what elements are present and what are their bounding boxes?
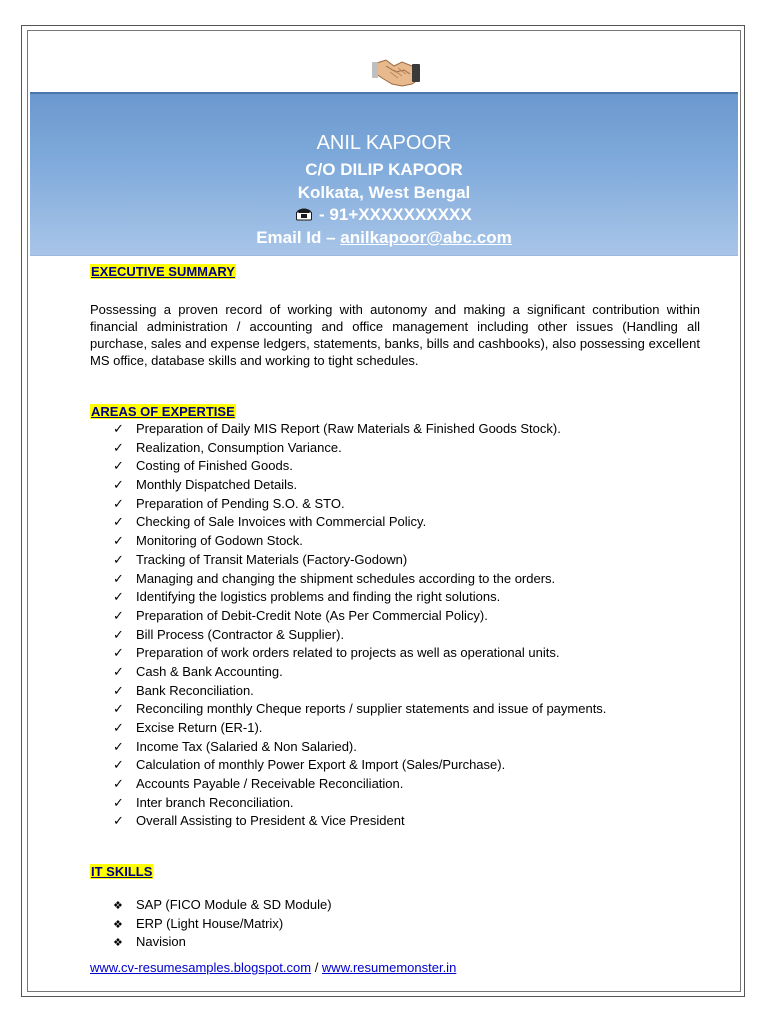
phone-line — [30, 205, 738, 225]
skill-item-text: ERP (Light House/Matrix) — [136, 915, 284, 931]
expertise-item — [113, 700, 606, 719]
expertise-item — [113, 812, 606, 831]
expertise-item — [113, 756, 606, 775]
expertise-item-text: Income Tax (Salaried & Non Salaried). — [136, 738, 357, 754]
areas-of-expertise-heading: AREAS OF EXPERTISE — [91, 404, 235, 419]
bullet-icon: ✓ — [113, 813, 124, 829]
expertise-item-text: Bank Reconciliation. — [136, 682, 254, 698]
footer-link-resumemonster[interactable]: www.resumemonster.in — [321, 960, 457, 975]
bullet-icon: ✓ — [113, 514, 124, 530]
bullet-icon: ✓ — [113, 682, 124, 698]
executive-summary-heading: EXECUTIVE SUMMARY — [91, 264, 235, 279]
expertise-item-text: Reconciling monthly Cheque reports / supplier statements and issue of payments. — [136, 701, 607, 717]
phone-number: - 91+XXXXXXXXXX — [314, 205, 472, 224]
bullet-icon: ✓ — [113, 495, 124, 511]
expertise-item — [113, 719, 606, 738]
bullet-icon: ✓ — [113, 439, 124, 455]
bullet-icon: ✓ — [113, 458, 124, 474]
expertise-item — [113, 626, 606, 645]
bullet-icon: ✓ — [113, 738, 124, 754]
expertise-item-text: Preparation of work orders related to projects as well as operational units. — [136, 645, 560, 661]
expertise-item — [113, 794, 606, 813]
expertise-item-text: Tracking of Transit Materials (Factory-Godown) — [136, 551, 408, 567]
expertise-item — [113, 570, 606, 589]
location-line: Kolkata, West Bengal — [297, 183, 471, 202]
bullet-icon: ❖ — [113, 900, 123, 912]
bullet-icon: ✓ — [113, 645, 124, 661]
expertise-item-text: Realization, Consumption Variance. — [136, 439, 342, 455]
expertise-item-text: Identifying the logistics problems and finding the right solutions. — [136, 589, 501, 605]
it-skills-heading: IT SKILLS — [91, 864, 153, 879]
expertise-item — [113, 682, 606, 701]
bullet-icon: ✓ — [113, 607, 124, 623]
expertise-item-text: Accounts Payable / Receivable Reconciliation. — [136, 776, 404, 792]
expertise-item-text: Preparation of Pending S.O. & STO. — [136, 495, 345, 511]
bullet-icon: ✓ — [113, 626, 124, 642]
expertise-item — [113, 439, 606, 458]
expertise-item — [113, 663, 606, 682]
it-skills-list — [113, 896, 332, 952]
candidate-name: ANIL KAPOOR — [316, 132, 452, 154]
expertise-item-text: Checking of Sale Invoices with Commercial Policy. — [136, 514, 427, 530]
expertise-list — [113, 420, 606, 831]
expertise-item — [113, 588, 606, 607]
bullet-icon: ✓ — [113, 701, 124, 717]
footer-link-separator: / — [311, 960, 322, 975]
expertise-item-text: Overall Assisting to President & Vice President — [136, 813, 405, 829]
bullet-icon: ✓ — [113, 794, 124, 810]
expertise-item-text: Monitoring of Godown Stock. — [136, 533, 303, 549]
bullet-icon: ✓ — [113, 533, 124, 549]
footer-links — [90, 960, 456, 975]
expertise-item — [113, 775, 606, 794]
bullet-icon: ✓ — [113, 757, 124, 773]
expertise-item-text: Managing and changing the shipment schedules according to the orders. — [136, 570, 556, 586]
expertise-item-text: Calculation of monthly Power Export & Import (Sales/Purchase). — [136, 757, 506, 773]
expertise-item — [113, 738, 606, 757]
expertise-item-text: Cash & Bank Accounting. — [136, 663, 283, 679]
bullet-icon: ❖ — [113, 918, 123, 931]
skill-item — [113, 896, 332, 915]
expertise-item — [113, 420, 606, 439]
expertise-item-text: Excise Return (ER-1). — [136, 720, 263, 735]
skill-item — [113, 933, 332, 952]
email-line — [30, 228, 738, 248]
bullet-icon: ✓ — [113, 421, 124, 436]
contact-header-band — [30, 92, 738, 256]
skill-item-text: SAP (FICO Module & SD Module) — [136, 897, 332, 912]
care-of-line: C/O DILIP KAPOOR — [305, 160, 463, 179]
executive-summary-text: Possessing a proven record of working with autonomy and making a significant contribution within financial administration / accounting and office management including other issues (Handling all purchase, sales and expense ledgers, statements, banks, bills and cashbooks), also possessing excellent MS office, database skills and working to tight schedules. — [90, 302, 700, 368]
bullet-icon: ✓ — [113, 720, 124, 735]
expertise-item — [113, 532, 606, 551]
expertise-item — [113, 551, 606, 570]
bullet-icon: ❖ — [113, 937, 123, 949]
expertise-item-text: Costing of Finished Goods. — [136, 458, 293, 474]
bullet-icon: ✓ — [113, 589, 124, 605]
expertise-item — [113, 495, 606, 514]
phone-icon — [296, 207, 312, 221]
footer-link-cv-resumesamples[interactable]: www.cv-resumesamples.blogspot.com — [90, 960, 312, 975]
expertise-item-text: Inter branch Reconciliation. — [136, 794, 294, 810]
expertise-item — [113, 607, 606, 626]
expertise-item — [113, 644, 606, 663]
expertise-item-text: Monthly Dispatched Details. — [136, 477, 298, 493]
expertise-item-text: Bill Process (Contractor & Supplier). — [136, 626, 345, 642]
email-label: Email Id – — [256, 228, 341, 247]
bullet-icon: ✓ — [113, 663, 124, 679]
expertise-item-text: Preparation of Debit-Credit Note (As Per Commercial Policy). — [136, 607, 488, 623]
skill-item-text: Navision — [136, 934, 186, 949]
email-link[interactable]: anilkapoor@abc.com — [340, 228, 512, 247]
bullet-icon: ✓ — [113, 570, 124, 586]
bullet-icon: ✓ — [113, 551, 124, 567]
skill-item — [113, 915, 332, 934]
expertise-item — [113, 476, 606, 495]
handshake-icon — [372, 50, 422, 90]
expertise-item — [113, 513, 606, 532]
bullet-icon: ✓ — [113, 776, 124, 792]
expertise-item — [113, 457, 606, 476]
bullet-icon: ✓ — [113, 477, 124, 493]
expertise-item-text: Preparation of Daily MIS Report (Raw Materials & Finished Goods Stock). — [136, 421, 561, 436]
